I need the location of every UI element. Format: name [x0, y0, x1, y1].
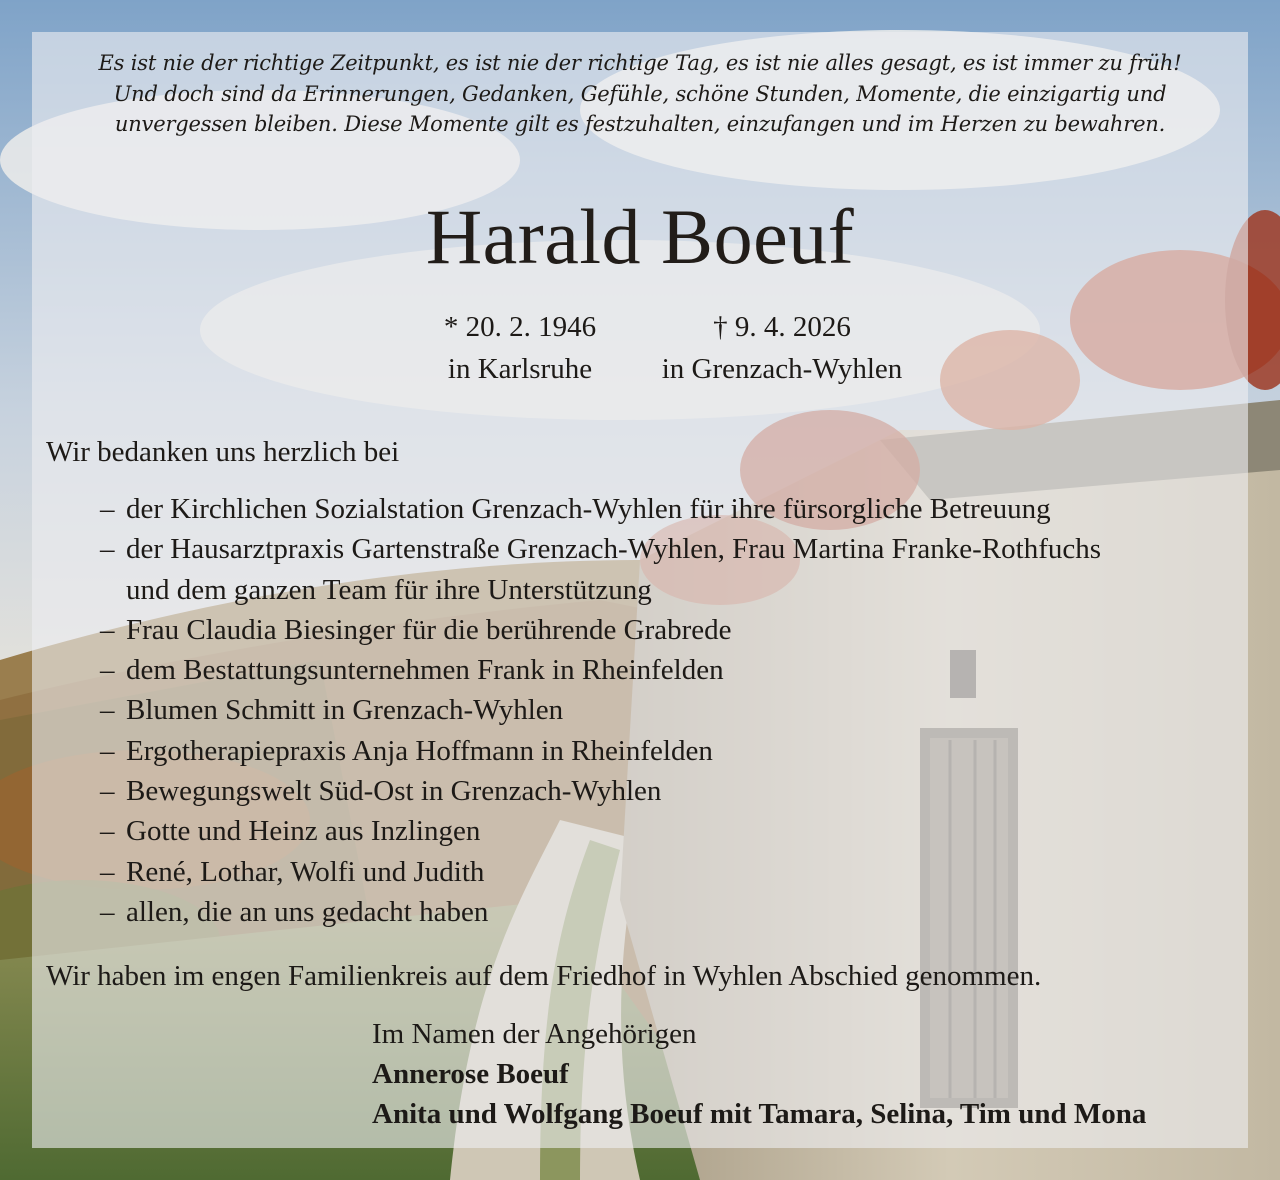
thanks-item-text: der Hausarztpraxis Gartenstraße Grenzach-Wyhlen, Frau Martina Franke-Rothfuchs — [126, 533, 1102, 566]
motto-line: Es ist nie der richtige Zeitpunkt, es ist nie der richtige Tag, es ist nie alles gesagt, es ist immer zu früh! — [98, 51, 1182, 75]
thanks-list — [100, 489, 1101, 932]
dash-marker: – — [100, 734, 115, 767]
signature-block — [372, 1014, 1146, 1134]
death-date: † 9. 4. 2026 — [713, 311, 851, 343]
thanks-item — [100, 489, 1101, 529]
thanks-item-text: und dem ganzen Team für ihre Unterstützung — [126, 573, 652, 606]
dash-marker: – — [100, 613, 115, 646]
deceased-name: Harald Boeuf — [425, 193, 855, 280]
thanks-item — [100, 811, 1101, 851]
dash-marker: – — [100, 855, 115, 888]
motto-line: unvergessen bleiben. Diese Momente gilt es festzuhalten, einzufangen und im Herzen zu bewahren. — [114, 112, 1166, 136]
thanks-item — [100, 731, 1101, 771]
thanks-item — [100, 610, 1101, 650]
thanks-item-text: Ergotherapiepraxis Anja Hoffmann in Rheinfelden — [126, 734, 713, 767]
birth-date: * 20. 2. 1946 — [443, 311, 597, 343]
thanks-item-text: der Kirchlichen Sozialstation Grenzach-Wyhlen für ihre fürsorgliche Betreuung — [126, 493, 1051, 525]
thanks-item — [100, 892, 1101, 932]
dash-marker: – — [100, 694, 115, 727]
dash-marker: – — [100, 775, 115, 808]
motto-quote — [32, 48, 1248, 140]
thanks-item — [100, 529, 1101, 569]
dash-marker: – — [100, 654, 115, 687]
thanks-item-text: Frau Claudia Biesinger für die berührende Grabrede — [126, 613, 732, 646]
death-info — [632, 306, 932, 390]
motto-line: Und doch sind da Erinnerungen, Gedanken, Gefühle, schöne Stunden, Momente, die einzigartig und — [113, 81, 1167, 106]
thanks-item-continuation — [100, 570, 1101, 610]
thanks-item-text: Blumen Schmitt in Grenzach-Wyhlen — [126, 694, 564, 727]
dash-marker: – — [100, 815, 115, 848]
thanks-item — [100, 771, 1101, 811]
thanks-item — [100, 650, 1101, 690]
signature-name-family: Anita und Wolfgang Boeuf mit Tamara, Selina, Tim und Mona — [372, 1098, 1147, 1130]
birth-place: in Karlsruhe — [447, 353, 593, 385]
dash-marker: – — [100, 895, 115, 928]
dash-marker: – — [100, 533, 115, 566]
thanks-item-text: Gotte und Heinz aus Inzlingen — [126, 815, 481, 848]
signature-preface: Im Namen der Angehörigen — [372, 1018, 697, 1050]
thanks-item-text: Bewegungswelt Süd-Ost in Grenzach-Wyhlen — [126, 775, 662, 808]
thanks-item-text: René, Lothar, Wolfi und Judith — [126, 855, 485, 888]
signature-name-primary: Annerose Boeuf — [372, 1058, 569, 1090]
birth-info — [410, 306, 630, 390]
thanks-item — [100, 690, 1101, 730]
thanks-item-text: allen, die an uns gedacht haben — [126, 895, 489, 928]
thanks-item — [100, 852, 1101, 892]
closing-statement: Wir haben im engen Familienkreis auf dem Friedhof in Wyhlen Abschied genommen. — [46, 960, 1042, 992]
thanks-intro: Wir bedanken uns herzlich bei — [46, 436, 400, 468]
death-place: in Grenzach-Wyhlen — [661, 353, 903, 385]
dash-marker: – — [100, 493, 115, 525]
thanks-item-text: dem Bestattungsunternehmen Frank in Rheinfelden — [126, 654, 724, 687]
